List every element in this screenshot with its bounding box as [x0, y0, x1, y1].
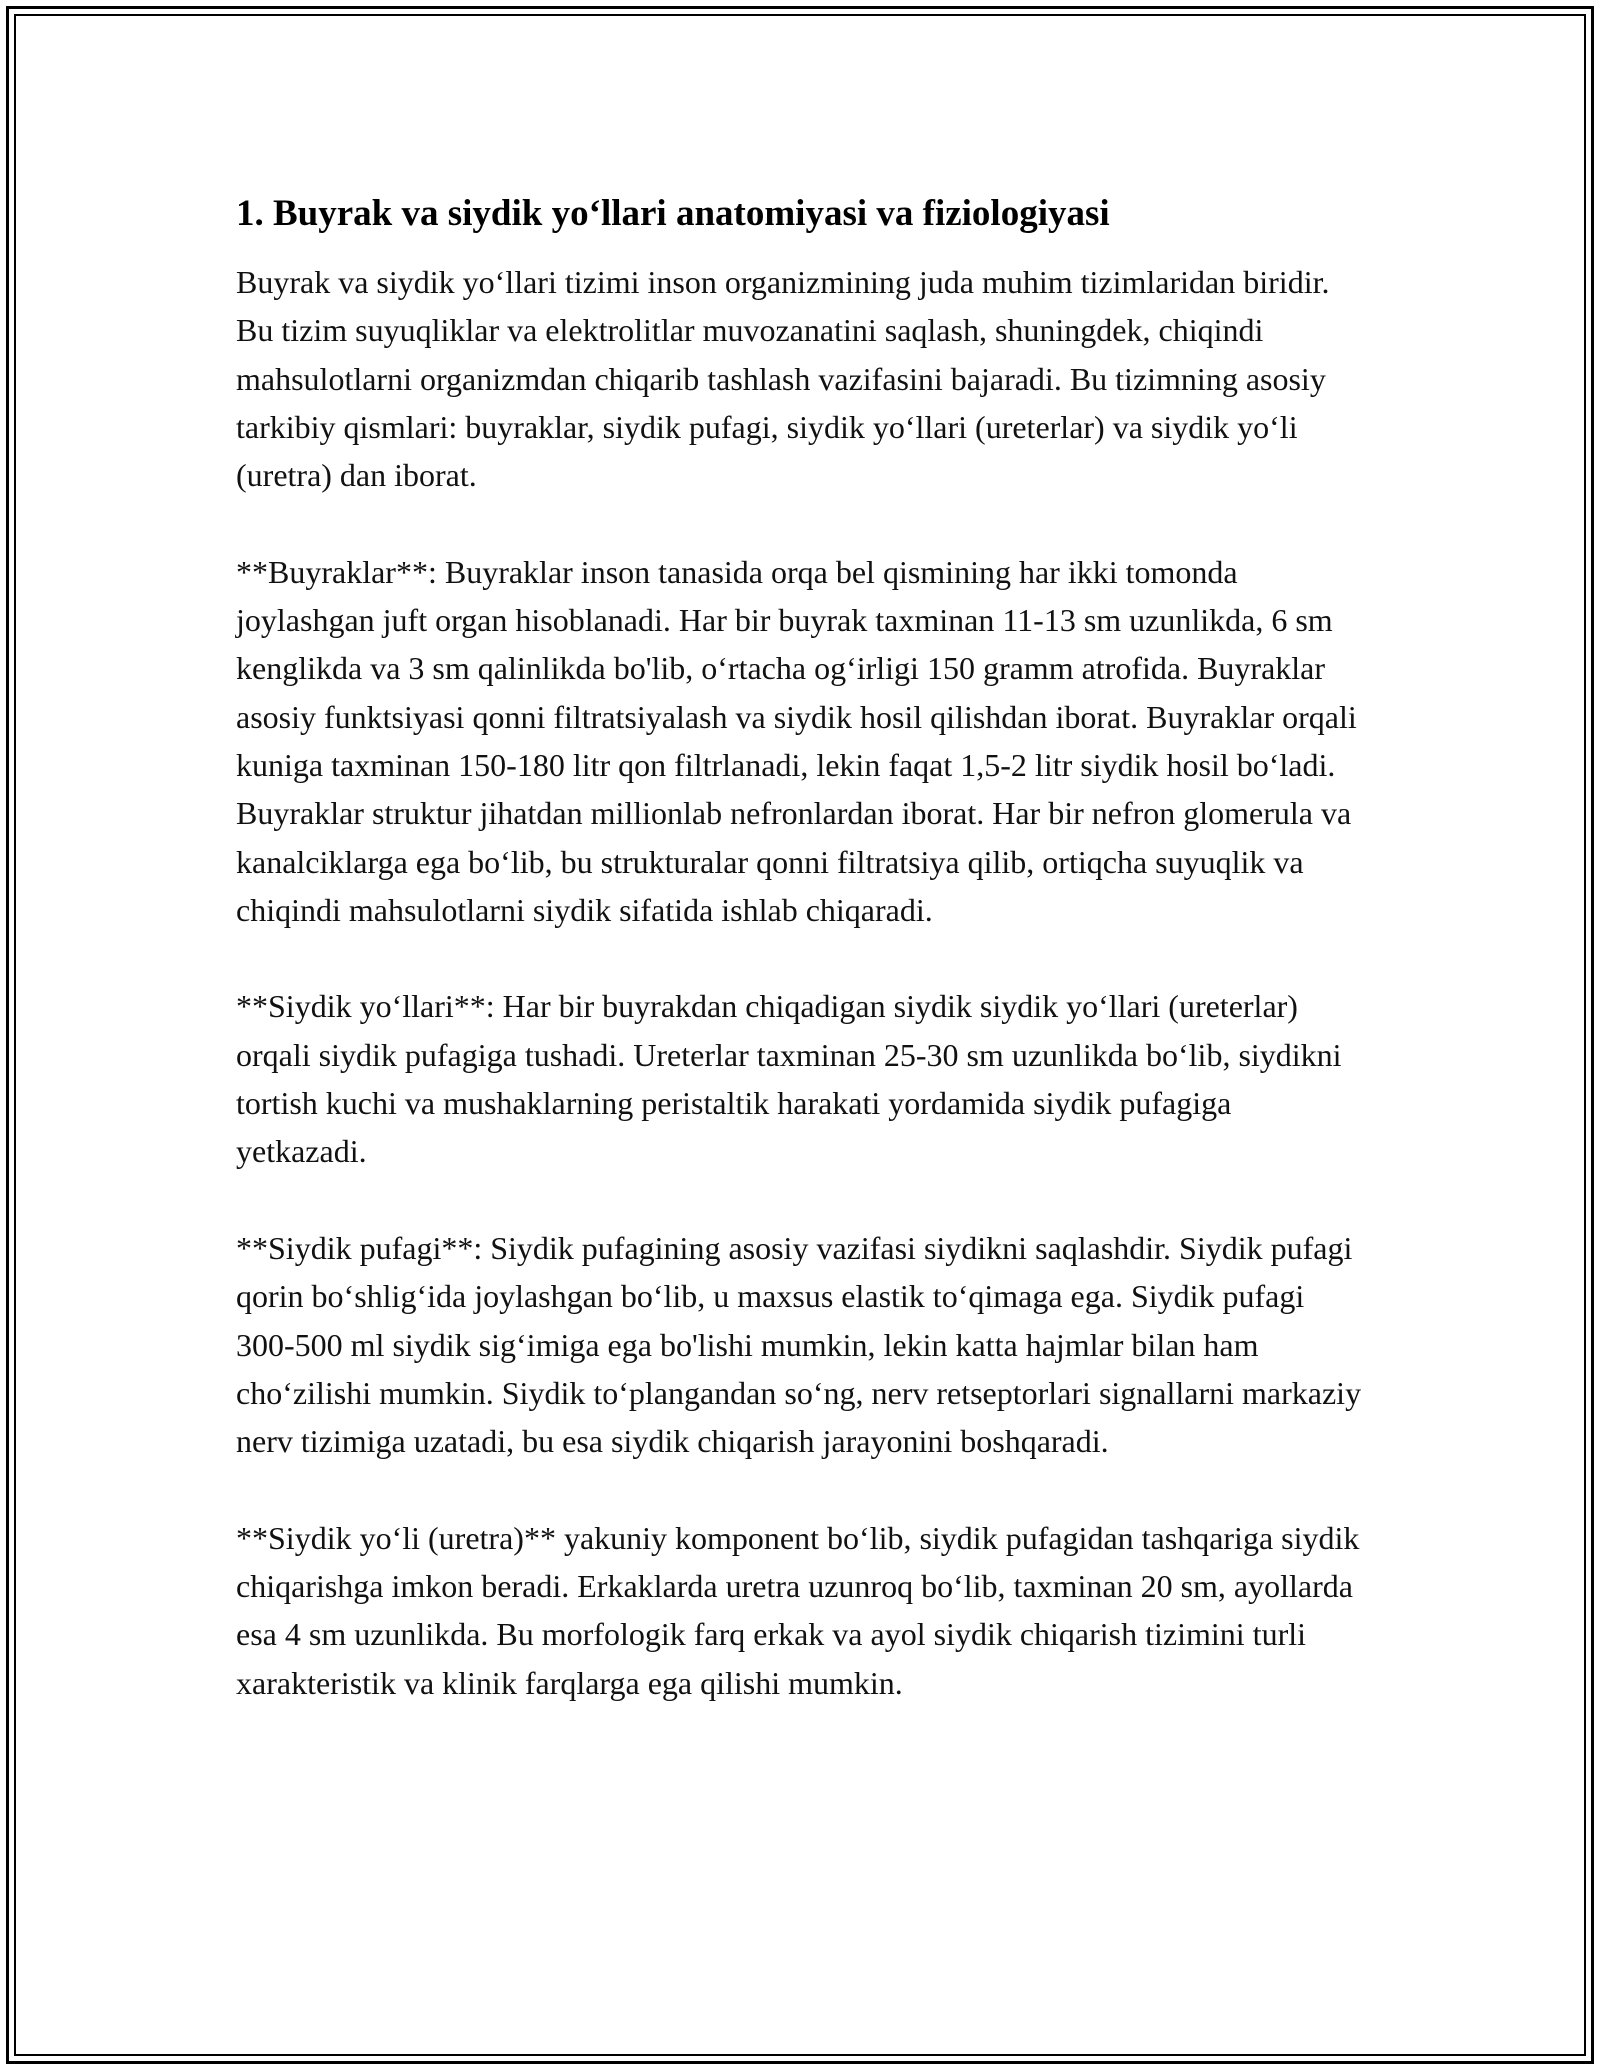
paragraph-buyraklar: **Buyraklar**: Buyraklar inson tanasida orqa bel qismining har ikki tomonda joylashgan juft organ hisoblanadi. Har bir buyrak taxminan 11-13 sm uzunlikda, 6 sm kenglikda va 3 sm qalinlikda bo'lib, o‘rtacha og‘irligi 150 gramm atrofida. Buyraklar asosiy funktsiyasi qonni filtratsiyalash va siydik hosil qilishdan iborat. Buyraklar orqali kuniga taxminan 150-180 litr qon filtrlanadi, lekin faqat 1,5-2 litr siydik hosil bo‘ladi. Buyraklar struktur jihatdan millionlab nefronlardan iborat. Har bir nefron glomerula va kanalciklarga ega bo‘lib, bu strukturalar qonni filtratsiya qilib, ortiqcha suyuqlik va chiqindi mahsulotlarni siydik sifatida ishlab chiqaradi. [236, 553, 1357, 928]
paragraph-intro: Buyrak va siydik yo‘llari tizimi inson organizmining juda muhim tizimlaridan biridir. Bu tizim suyuqliklar va elektrolitlar muvozanatini saqlash, shuningdek, chiqindi mahsulotlarni organizmdan chiqarib tashlash vazifasini bajaradi. Bu tizimning asosiy tarkibiy qismlari: buyraklar, siydik pufagi, siydik yo‘llari (ureterlar) va siydik yo‘li (uretra) dan iborat. [236, 264, 1330, 494]
document-title: 1. Buyrak va siydik yo‘llari anatomiyasi va fiziologiyasi [236, 193, 1110, 234]
paragraph-uretra: **Siydik yo‘li (uretra)** yakuniy komponent bo‘lib, siydik pufagidan tashqariga siydik chiqarishga imkon beradi. Erkaklarda uretra uzunroq bo‘lib, taxminan 20 sm, ayollarda esa 4 sm uzunlikda. Bu morfologik farq erkak va ayol siydik chiqarish tizimini turli xarakteristik va klinik farqlarga ega qilishi mumkin. [236, 1519, 1360, 1701]
paragraph-siydik-pufagi: **Siydik pufagi**: Siydik pufagining asosiy vazifasi siydikni saqlashdir. Siydik pufagi qorin bo‘shlig‘ida joylashgan bo‘lib, u maxsus elastik to‘qimaga ega. Siydik pufagi 300-500 ml siydik sig‘imiga ega bo'lishi mumkin, lekin katta hajmlar bilan ham cho‘zilishi mumkin. Siydik to‘plangandan so‘ng, nerv retseptorlari signallarni markaziy nerv tizimiga uzatadi, bu esa siydik chiqarish jarayonini boshqaradi. [236, 1229, 1362, 1460]
document-body [236, 186, 1364, 1707]
paragraph-siydik-yollari: **Siydik yo‘llari**: Har bir buyrakdan chiqadigan siydik siydik yo‘llari (ureterlar) orqali siydik pufagiga tushadi. Ureterlar taxminan 25-30 sm uzunlikda bo‘lib, siydikni tortish kuchi va mushaklarning peristaltik harakati yordamida siydik pufagiga yetkazadi. [236, 988, 1342, 1170]
